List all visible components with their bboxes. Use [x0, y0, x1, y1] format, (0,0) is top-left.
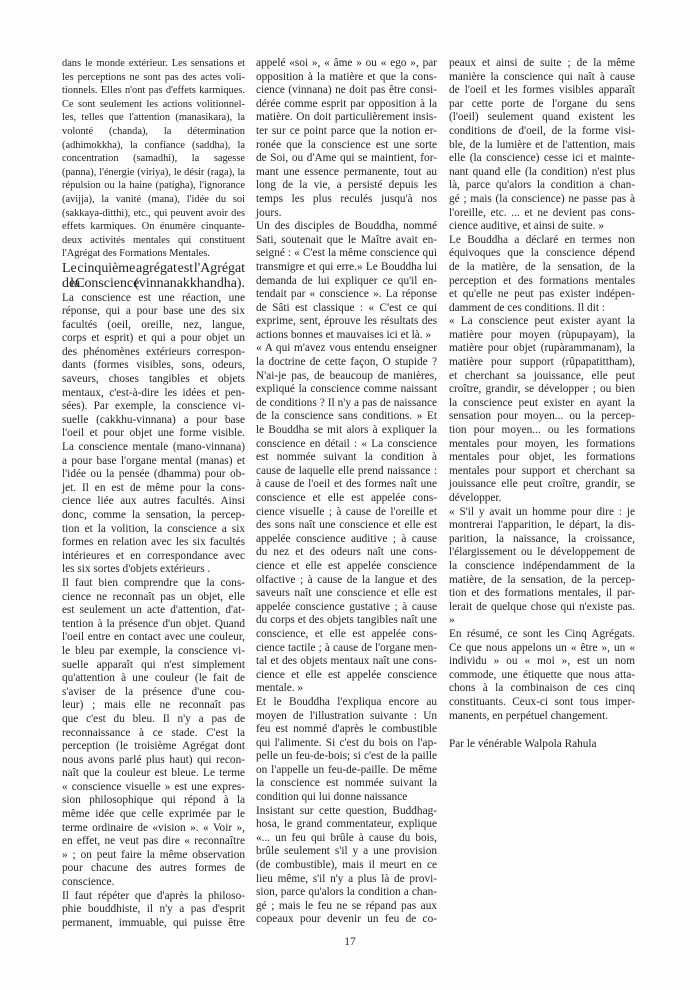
text-line: matière pour moyen (rùpupayam), la: [449, 328, 635, 341]
text-line: N'ai-je pas, de beaucoup de manières,: [256, 369, 437, 382]
text-line: reconnaissance à ce stade. C'est la: [62, 726, 245, 739]
text-line: à cause de l'oeil et des formes naît une: [256, 478, 437, 491]
paragraph: [449, 57, 635, 234]
text-line: formes en relation avec les six facultés: [62, 536, 245, 549]
text-line: tion et des formations mentales, il par-: [449, 587, 635, 600]
text-line: réponse, qui a pour base une des six: [62, 305, 245, 318]
text-line: sion, parce qu'alors la condition a chan-: [256, 886, 437, 899]
text-line: qu'attention à une couleur (le fait de: [62, 672, 245, 685]
text-line: la conscience est nommée suivant la: [256, 777, 437, 790]
text-line: matière pour support (rûpapatittham),: [449, 356, 635, 369]
text-line: terme ordinaire de «vision ». « Voir »,: [62, 821, 245, 834]
text-line: est seulement un acte d'attention, d'at-: [62, 604, 245, 617]
text-line: et qu'elle ne peut pas exister indépen-: [449, 288, 635, 301]
text-line: En résumé, ce sont les Cinq Agrégats.: [449, 627, 635, 640]
text-line: cience liée aux autres facultés. Ainsi: [62, 495, 245, 508]
text-line: manière la conscience qui naît à cause: [449, 70, 635, 83]
text-line: les six sortes d'objets extérieurs .: [62, 563, 211, 576]
text-line: de Soi, ou d'Ame qui se maintient, for-: [256, 152, 437, 165]
paragraph: [449, 234, 635, 316]
text-line: cience (vinnana) ne doit pas être consi-: [256, 84, 437, 97]
text-line: dants (formes visibles, sons, odeurs,: [62, 359, 245, 372]
text-line: est nommée suivant la condition à: [256, 451, 437, 464]
paragraph: [62, 292, 245, 577]
text-line: chons à la combinaison de ces cinq: [449, 682, 635, 695]
text-line: jet. Il en est de même pour la cons-: [62, 481, 245, 494]
text-line: transmigre et qui erre.» Le Bouddha lui: [256, 260, 437, 273]
paragraph: [62, 577, 245, 890]
text-line: croître, grandir, se développer ; ou bien: [449, 383, 635, 396]
text-line: lieu même, s'il n'y a plus là de provi-: [256, 872, 437, 885]
text-line: jours.: [256, 206, 282, 219]
text-line: de la matière, de la sensation, de la: [449, 260, 635, 273]
text-line: concentration (samadhi), la sagesse: [62, 153, 245, 165]
text-line: cience ne reconnaît pas un objet, elle: [62, 590, 245, 603]
text-line: mentales pour objet, les formations: [449, 451, 635, 464]
text-line: actions bonnes et mauvaises ici et là. »: [256, 328, 432, 341]
text-line: condition qui lui donne naissance: [256, 791, 408, 804]
text-line: opposition à la matière et que la cons-: [256, 70, 437, 83]
text-line: pour chacune des autres formes de: [62, 862, 245, 875]
paragraph: [256, 696, 437, 805]
text-line: a pour base l'organe mental (manas) et: [62, 454, 245, 467]
paragraph: [256, 805, 437, 927]
text-line: développer.: [449, 492, 502, 504]
text-line: matière pour objet (rupàrammanam), la: [449, 342, 635, 355]
paragraph: [62, 57, 245, 261]
text-line: de l'oeil et les formes visibles apparaît: [449, 84, 635, 97]
text-line: corps et esprit) et qui a pour objet un: [62, 332, 245, 345]
text-line: appelée conscience gustative ; à cause: [256, 600, 437, 613]
text-line: du corps et des objets tangibles naît une: [256, 614, 437, 627]
text-line: exprime, sent, éprouve les résultats des: [256, 315, 437, 328]
text-line: de Sâti est classique : « C'est ce qui: [256, 301, 437, 314]
text-line: « A qui m'avez vous entendu enseigner: [256, 342, 437, 355]
text-line: Le Bouddha a déclaré en termes non: [449, 233, 635, 246]
text-line: parition, la naissance, la croissance,: [449, 532, 635, 545]
text-column-2: [256, 57, 437, 927]
text-line: brûle seulement s'il y a une provision: [256, 845, 437, 858]
text-line: cience tactile ; à cause de l'organe men-: [256, 641, 437, 654]
paragraph: [256, 57, 437, 220]
text-line: moyen de l'illustration suivante : Un: [256, 709, 437, 722]
text-line: dérée comme esprit par opposition à la: [256, 97, 437, 110]
text-line: permanent, immuable, qui puisse être: [62, 916, 245, 929]
text-line: l'oreille, etc. ... et ne devient pas cons-: [449, 206, 635, 219]
text-line: Le cinquième agrégat est l'Agrégat: [62, 260, 245, 276]
page-number: 17: [344, 935, 356, 948]
text-line: des phénomènes extérieurs correspon-: [62, 345, 245, 358]
text-line: seigné : « C'est la même conscience qui: [256, 247, 437, 260]
text-line: copeaux pour devenir un feu de co-: [256, 913, 437, 926]
text-line: ronée que la conscience est une sorte: [256, 138, 437, 151]
text-line: Insistant sur cette question, Buddhag-: [256, 804, 437, 817]
text-line: naît que la couleur est bleue. Le terme: [62, 767, 245, 780]
text-line: saveurs, choses tangibles et objets: [62, 373, 245, 386]
text-line: facultés (oeil, oreille, nez, langue,: [62, 318, 245, 331]
text-line: La conscience est une réaction, une: [62, 291, 245, 304]
text-line: perception (le troisième Agrégat dont: [62, 740, 245, 753]
text-line: mentale. »: [256, 682, 304, 695]
text-line: s'aviser de la présence d'une cou-: [62, 685, 245, 698]
paragraph: [256, 220, 437, 342]
text-line: cience auditive, et ainsi de suite. »: [449, 220, 604, 233]
text-line: temps les plus reculés jusqu'à nos: [256, 192, 437, 205]
text-line: par cette porte de l'organe du sens: [449, 97, 635, 110]
text-line: expliqué la conscience comme naissant: [256, 383, 437, 396]
text-line: conditions de d'oeil, de la forme visi-: [449, 124, 635, 137]
text-line: conscience.: [62, 876, 115, 889]
text-line: « La conscience peut exister ayant la: [449, 315, 635, 328]
text-line: tention à la présence d'un objet. Quand: [62, 617, 245, 630]
text-line: pelle un feu-de-bois; si c'est de la paille: [256, 750, 437, 763]
text-line: la conscience peut exister en ayant la: [449, 396, 635, 409]
text-line: l'idée ou la pensée (dhamma) pour ob-: [62, 468, 245, 481]
text-line: l'oeil et pour objet une forme visible.: [62, 427, 245, 440]
text-line: long de la vie, a persisté depuis les: [256, 179, 437, 192]
text-line: demanda de lui expliquer ce qu'il en-: [256, 274, 437, 287]
text-line: mentaux, c'est-à-dire les idées et pen-: [62, 386, 245, 399]
text-line: olfactive ; à cause de la langue et des: [256, 573, 437, 586]
text-line: (sakkaya-ditthi), etc., qui peuvent avoir des: [62, 207, 245, 219]
paragraph: [256, 342, 437, 695]
text-line: le Bouddha se mit alors à expliquer la: [256, 424, 437, 437]
text-line: matière, de la sensation, de la percep-: [449, 573, 635, 586]
text-line: l'oeil entre en contact avec une couleur,: [62, 631, 245, 644]
text-line: gé ; mais (la conscience) ne passe pas à: [449, 192, 635, 205]
text-line: tionnels. Elles n'ont pas d'effets karmiques.: [62, 85, 245, 97]
text-line: sion philosophique qui répond à la: [62, 794, 245, 807]
text-line: leur) ; mais elle ne reconnaît pas: [62, 699, 245, 712]
text-line: ble, de la lumière et de l'attention, mais: [449, 138, 635, 151]
text-line: mentales pour moyen, les formations: [449, 437, 635, 450]
text-line: les perceptions ne sont pas des actes voli-: [62, 71, 245, 83]
text-line: peaux et ainsi de suite ; de la même: [449, 57, 635, 69]
text-line: La conscience mentale (mano-vinnana): [62, 441, 245, 454]
text-line: » ; on peut faire la même observation: [62, 848, 245, 861]
text-line: nant quand elle (la condition) n'est plus: [449, 165, 635, 178]
text-line: matière. On doit particulièrement insis-: [256, 111, 437, 124]
text-line: effets karmiques. On énumère cinquante-: [62, 221, 245, 233]
text-line: phie bouddhiste, il n'y a pas d'esprit: [62, 903, 245, 916]
text-line: donc, comme la sensation, la percep-: [62, 509, 245, 521]
text-line: l'Agrégat des Formations Mentales.: [62, 248, 210, 260]
text-line: Ce que nous appelons un « être », un «: [449, 641, 635, 654]
text-line: lerait de quelque chose qui n'existe pas.: [449, 600, 635, 613]
text-line: et cherchant sa jouissance, elle peut: [449, 369, 635, 382]
text-column-1: [62, 57, 245, 930]
text-line: tion pour moyen... ou les formations: [449, 424, 635, 437]
text-line: suelle (cakkhu-vinnana) a pour base: [62, 413, 245, 426]
text-line: intérieures et en correspondance avec: [62, 549, 245, 562]
text-line: constituants. Ceux-ci sont tous imper-: [449, 695, 635, 708]
text-line: la doctrine de cette façon, O stupide ?: [256, 356, 437, 369]
text-line: sées). Par exemple, la conscience vi-: [62, 400, 245, 413]
text-line: mentales pour support et cherchant sa: [449, 464, 635, 477]
text-line: « S'il y avait un homme pour dire : je: [449, 505, 635, 518]
text-line: elle (la conscience) cesse ici et mainte-: [449, 152, 635, 165]
text-line: (de combustible), mais il meurt en ce: [256, 859, 437, 872]
text-line: de conditions ? Il n'y a pas de naissance: [256, 396, 437, 409]
text-line: jouissance elle peut croître, grandir, se: [449, 478, 635, 491]
byline: [449, 738, 635, 752]
text-line: Et le Bouddha l'expliqua encore au: [256, 695, 437, 708]
text-line: gé ; mais le feu ne se répand pas aux: [256, 899, 437, 912]
text-line: nous avons parlé plus haut) qui recon-: [62, 753, 245, 766]
paragraph: [449, 315, 635, 505]
text-line: le bleu par exemple, la conscience vi-: [62, 644, 245, 657]
text-line: feu est nommé d'après le combustible: [256, 723, 437, 736]
text-line: conscience, et elle est appelée cons-: [256, 627, 437, 640]
text-line: « conscience visuelle » est une expres-: [62, 780, 245, 793]
text-line: montrerai l'apparition, le départ, la dis-: [449, 519, 635, 532]
text-line: appelée conscience auditive ; à cause: [256, 532, 437, 545]
text-line: cause de laquelle elle prend naissance :: [256, 464, 437, 477]
text-line: Par le vénérable Walpola Rahula: [449, 738, 597, 751]
text-line: (l'oeil) seulement quand existent les: [449, 111, 635, 124]
text-line: »: [449, 614, 455, 627]
text-line: des sons naît une conscience et elle est: [256, 519, 437, 532]
text-line: Il faut répéter que d'après la philoso-: [62, 889, 245, 902]
text-line: du nez et des odeurs naît une cons-: [256, 546, 437, 559]
text-line: Il faut bien comprendre que la cons-: [62, 576, 245, 589]
text-line: en effet, ne veut pas dire « reconnaître: [62, 835, 245, 848]
text-line: Un des disciples de Bouddha, nommé: [256, 220, 437, 233]
text-line: ter sur ce point parce que la notion er-: [256, 124, 437, 137]
paragraph: [62, 261, 245, 292]
text-column-3: [449, 57, 635, 752]
text-line: mant une essence permanente, tout au: [256, 165, 437, 178]
text-line: individu » ou « moi », est un nom: [449, 655, 635, 668]
text-line: que c'est du bleu. Il n'y a pas de: [62, 712, 245, 725]
text-line: qui l'alimente. Si c'est du bois on l'ap-: [256, 736, 437, 749]
text-line: volonté (chanda), la détermination: [62, 125, 245, 137]
text-line: tal et des objets mentaux naît une cons-: [256, 655, 437, 668]
text-line: (panna), l'énergie (viriya), le désir (raga), la: [62, 166, 245, 178]
text-line: cience et elle est appelée conscience: [256, 668, 437, 681]
text-line: deux activités mentales qui constituent: [62, 234, 245, 246]
text-line: suelle apparaît qui n'est simplement: [62, 658, 245, 671]
text-line: saveurs naît une conscience et elle est: [256, 587, 437, 600]
text-line: Sati, soutenait que le Maître avait en-: [256, 233, 437, 246]
text-line: tion et la volition, la conscience a six: [62, 522, 245, 535]
text-line: «... un feu qui brûle à cause du bois,: [256, 831, 437, 844]
text-line: conscience en détail : « La conscience: [256, 437, 437, 450]
text-line: (adhimokkha), la confiance (saddha), la: [62, 139, 245, 151]
text-line: là, parce qu'alors la condition a chan-: [449, 179, 635, 192]
text-line: Ce sont seulement les actions volitionnel-: [62, 98, 245, 110]
text-line: commode, une étiquette que nous atta-: [449, 668, 635, 681]
text-line: dans le monde extérieur. Les sensations et: [62, 58, 245, 69]
text-line: appelé «soi », « âme » ou « ego », par: [256, 57, 437, 69]
text-line: équivoques que la conscience dépend: [449, 247, 635, 260]
text-line: même idée que celle exprimée par le: [62, 808, 245, 821]
text-line: cience et elle est appelée conscience: [256, 559, 437, 572]
text-line: de la conscience sans conditions. » Et: [256, 410, 437, 423]
paragraph: [449, 628, 635, 723]
text-line: conscience et elle est appelée cons-: [256, 492, 437, 504]
text-line: perception et des formations mentales: [449, 274, 635, 287]
text-line: de la Conscience (vinnanakkhandha).: [62, 276, 245, 292]
text-line: hosa, le grand commentateur, explique: [256, 818, 437, 831]
paragraph: [449, 506, 635, 628]
text-line: (avijja), la vanité (mana), l'idée du soi: [62, 193, 245, 205]
text-line: sensation pour moyen... ou la percep-: [449, 410, 635, 423]
text-line: l'élargissement ou le développement de: [449, 546, 635, 559]
paragraph: [62, 890, 245, 931]
text-line: cience visuelle ; à cause de l'oreille et: [256, 505, 437, 518]
text-line: répulsion ou la haine (patigha), l'ignorance: [62, 180, 245, 192]
text-line: manents, en perpétuel changement.: [449, 709, 609, 722]
text-line: les, telles que l'attention (manasikara), la: [62, 112, 245, 124]
text-line: damment de ces conditions. Il dit :: [449, 301, 605, 314]
text-line: la conscience indépendamment de la: [449, 559, 635, 572]
text-line: on l'appelle un feu-de-paille. De même: [256, 763, 437, 776]
text-line: tendait par « conscience ». La réponse: [256, 288, 437, 301]
